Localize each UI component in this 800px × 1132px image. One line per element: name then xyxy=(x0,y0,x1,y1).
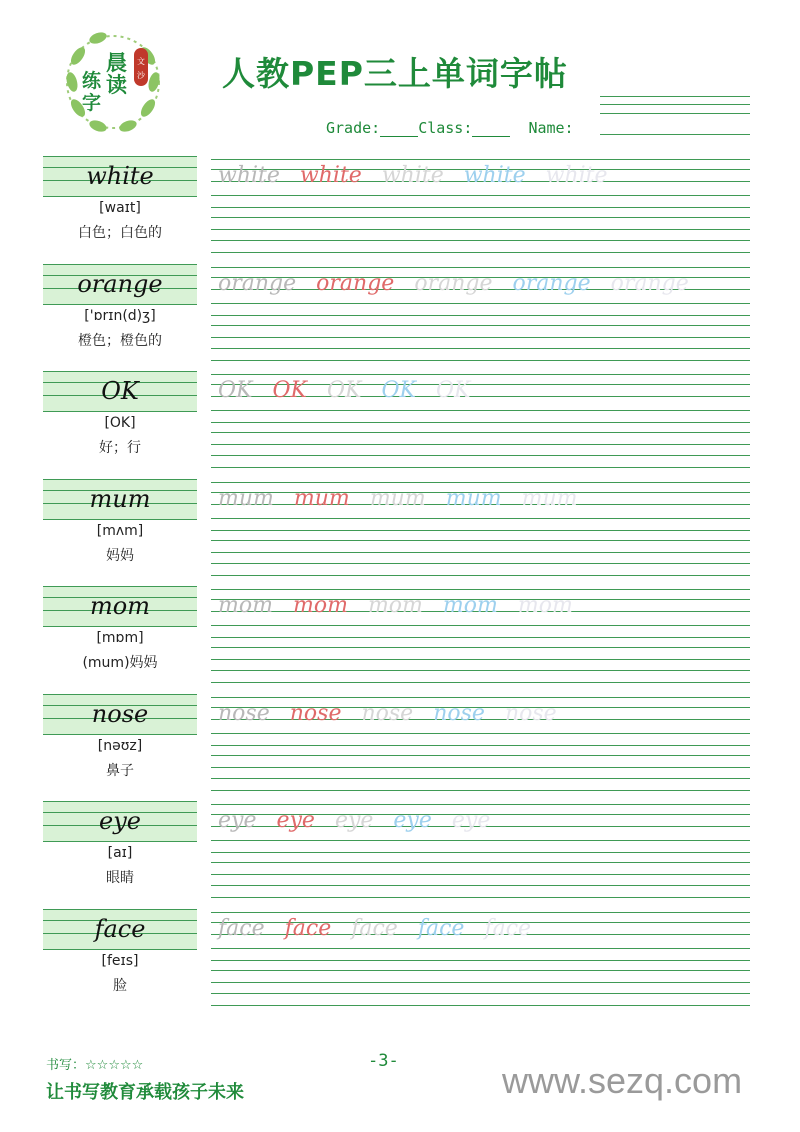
trace-word: OK xyxy=(218,378,253,403)
trace-word: OK xyxy=(381,378,416,403)
word-text: OK xyxy=(101,377,139,405)
word-entry xyxy=(0,801,800,909)
word-entry xyxy=(0,479,800,587)
logo-tag-1: 文 xyxy=(137,57,145,66)
trace-word: white xyxy=(299,163,362,188)
word-box xyxy=(43,801,197,842)
trace-word: nose xyxy=(433,701,485,726)
trace-word: mom xyxy=(218,593,273,618)
word-box xyxy=(43,156,197,197)
writing-rule xyxy=(211,767,750,768)
meaning-text: 好；行 xyxy=(99,440,141,456)
phonetic-text: ['ɒrɪn(d)ʒ] xyxy=(84,308,156,324)
writing-rule xyxy=(211,229,750,230)
trace-word: face xyxy=(218,916,265,941)
writing-rule xyxy=(211,755,750,756)
trace-word: nose xyxy=(504,701,557,726)
writing-rule xyxy=(211,563,750,564)
word-text: nose xyxy=(91,700,149,728)
writing-rule xyxy=(211,240,750,241)
writing-rule xyxy=(211,862,750,863)
writing-rule xyxy=(211,217,750,218)
trace-word: nose xyxy=(289,701,342,726)
writing-rule xyxy=(211,207,750,208)
writing-rule xyxy=(211,970,750,971)
logo-text-2: 练字 xyxy=(82,70,102,114)
writing-rule xyxy=(211,1005,750,1006)
trace-word: eye xyxy=(334,808,374,833)
writing-rule xyxy=(211,444,750,445)
writing-rule xyxy=(211,518,750,519)
page-title: 人教PEP三上单词字帖 xyxy=(222,54,568,93)
rating-stars[interactable]: ☆☆☆☆☆ xyxy=(85,1058,144,1073)
phonetic-text: [aɪ] xyxy=(107,845,133,861)
meaning-text: 妈妈 xyxy=(106,548,134,564)
trace-word: mum xyxy=(521,486,578,511)
phonetic-text: [OK] xyxy=(104,415,136,431)
word-box xyxy=(43,479,197,520)
trace-word: white xyxy=(545,163,608,188)
trace-word: nose xyxy=(218,701,270,726)
word-box xyxy=(43,371,197,412)
writing-rule xyxy=(211,422,750,423)
writing-rule xyxy=(211,874,750,875)
word-text: orange xyxy=(77,270,163,298)
trace-word: face xyxy=(351,916,398,941)
word-box xyxy=(43,694,197,735)
trace-word: orange xyxy=(218,271,297,296)
trace-word: mom xyxy=(292,593,348,618)
trace-word: face xyxy=(484,916,532,941)
phonetic-text: [mʌm] xyxy=(96,523,144,539)
trace-words[interactable] xyxy=(218,373,490,409)
writing-rule xyxy=(211,670,750,671)
word-box xyxy=(43,586,197,627)
trace-word: face xyxy=(417,916,465,941)
meaning-text: 白色；白色的 xyxy=(78,225,162,241)
word-entry xyxy=(0,371,800,479)
writing-rule xyxy=(211,540,750,541)
trace-word: eye xyxy=(393,808,432,833)
writing-rule xyxy=(211,348,750,349)
trace-word: nose xyxy=(361,701,414,726)
trace-word: mom xyxy=(442,593,498,618)
word-text: eye xyxy=(99,807,141,835)
writing-rule xyxy=(211,659,750,660)
grade-field[interactable] xyxy=(380,122,418,137)
phonetic-text: [nəʊz] xyxy=(97,738,143,754)
writing-rule xyxy=(211,552,750,553)
student-info-row xyxy=(326,119,574,137)
writing-rule xyxy=(211,733,750,734)
watermark: www.sezq.com xyxy=(502,1060,743,1101)
trace-word: OK xyxy=(435,378,471,403)
trace-word: mum xyxy=(445,486,502,511)
page-number: -3- xyxy=(368,1051,399,1071)
trace-words[interactable] xyxy=(218,158,628,194)
word-entry xyxy=(0,694,800,802)
meaning-text: 橙色；橙色的 xyxy=(78,333,162,349)
writing-rule xyxy=(211,790,750,791)
writing-rule xyxy=(211,337,750,338)
word-entry xyxy=(0,909,800,1017)
class-label: Class: xyxy=(418,119,473,137)
writing-rule xyxy=(211,637,750,638)
trace-words[interactable] xyxy=(218,911,551,947)
writing-rule xyxy=(211,778,750,779)
trace-word: mom xyxy=(517,593,573,618)
trace-word: face xyxy=(284,916,332,941)
writing-rule xyxy=(211,897,750,898)
word-text: white xyxy=(86,162,154,190)
word-text: face xyxy=(94,915,146,943)
writing-rule xyxy=(211,432,750,433)
trace-words[interactable] xyxy=(218,696,577,732)
phonetic-text: [waɪt] xyxy=(99,200,141,216)
writing-rule xyxy=(211,252,750,253)
logo-tag-2: 沙 xyxy=(137,71,145,80)
name-label: Name: xyxy=(528,119,574,137)
trace-word: eye xyxy=(451,808,491,833)
trace-words[interactable] xyxy=(218,588,593,624)
word-box xyxy=(43,909,197,950)
writing-rule xyxy=(211,625,750,626)
writing-rule xyxy=(211,682,750,683)
trace-word: eye xyxy=(218,808,257,833)
trace-word: mom xyxy=(367,593,423,618)
trace-word: mum xyxy=(293,486,350,511)
trace-word: orange xyxy=(316,271,395,296)
writing-rule xyxy=(211,455,750,456)
writing-rule xyxy=(211,315,750,316)
writing-rule xyxy=(211,982,750,983)
word-text: mom xyxy=(90,592,150,620)
trace-word: white xyxy=(463,163,526,188)
writing-rating xyxy=(46,1054,143,1073)
meaning-text: 脸 xyxy=(113,978,127,994)
writing-rule xyxy=(211,410,750,411)
trace-word: mum xyxy=(369,486,426,511)
writing-rule xyxy=(211,852,750,853)
writing-rule xyxy=(211,195,750,196)
writing-rule xyxy=(211,840,750,841)
trace-words[interactable] xyxy=(218,481,598,517)
slogan: 让书写教育承载孩子未来 xyxy=(46,1082,244,1103)
trace-word: orange xyxy=(610,271,689,296)
logo xyxy=(58,26,176,138)
trace-words[interactable] xyxy=(218,266,709,302)
meaning-text: 鼻子 xyxy=(106,763,134,779)
meaning-text: (mum)妈妈 xyxy=(82,655,158,671)
trace-words[interactable] xyxy=(218,803,510,839)
meaning-text: 眼睛 xyxy=(106,870,134,886)
writing-rule xyxy=(211,993,750,994)
trace-word: mum xyxy=(218,486,274,511)
trace-word: OK xyxy=(326,378,362,403)
writing-rule xyxy=(211,325,750,326)
logo-text-1: 晨读 xyxy=(106,51,127,97)
writing-rule xyxy=(211,948,750,949)
trace-word: white xyxy=(381,163,444,188)
writing-rule xyxy=(211,647,750,648)
class-field[interactable] xyxy=(472,122,510,137)
word-text: mum xyxy=(89,485,151,513)
trace-word: orange xyxy=(414,271,493,296)
word-entry xyxy=(0,156,800,264)
phonetic-text: [feɪs] xyxy=(101,953,139,969)
writing-rule xyxy=(211,885,750,886)
trace-word: white xyxy=(218,163,280,188)
phonetic-text: [mɒm] xyxy=(96,630,144,646)
trace-word: orange xyxy=(512,271,591,296)
word-box xyxy=(43,264,197,305)
trace-word: OK xyxy=(272,378,307,403)
grade-label: Grade: xyxy=(326,119,381,137)
writing-rule xyxy=(211,575,750,576)
writing-rule xyxy=(211,360,750,361)
writing-rule xyxy=(211,960,750,961)
word-entry xyxy=(0,586,800,694)
writing-rule xyxy=(211,467,750,468)
rating-label: 书写： xyxy=(46,1058,86,1073)
writing-rule xyxy=(211,303,750,304)
writing-rule xyxy=(211,530,750,531)
trace-word: eye xyxy=(276,808,315,833)
word-entry xyxy=(0,264,800,372)
writing-rule xyxy=(211,745,750,746)
